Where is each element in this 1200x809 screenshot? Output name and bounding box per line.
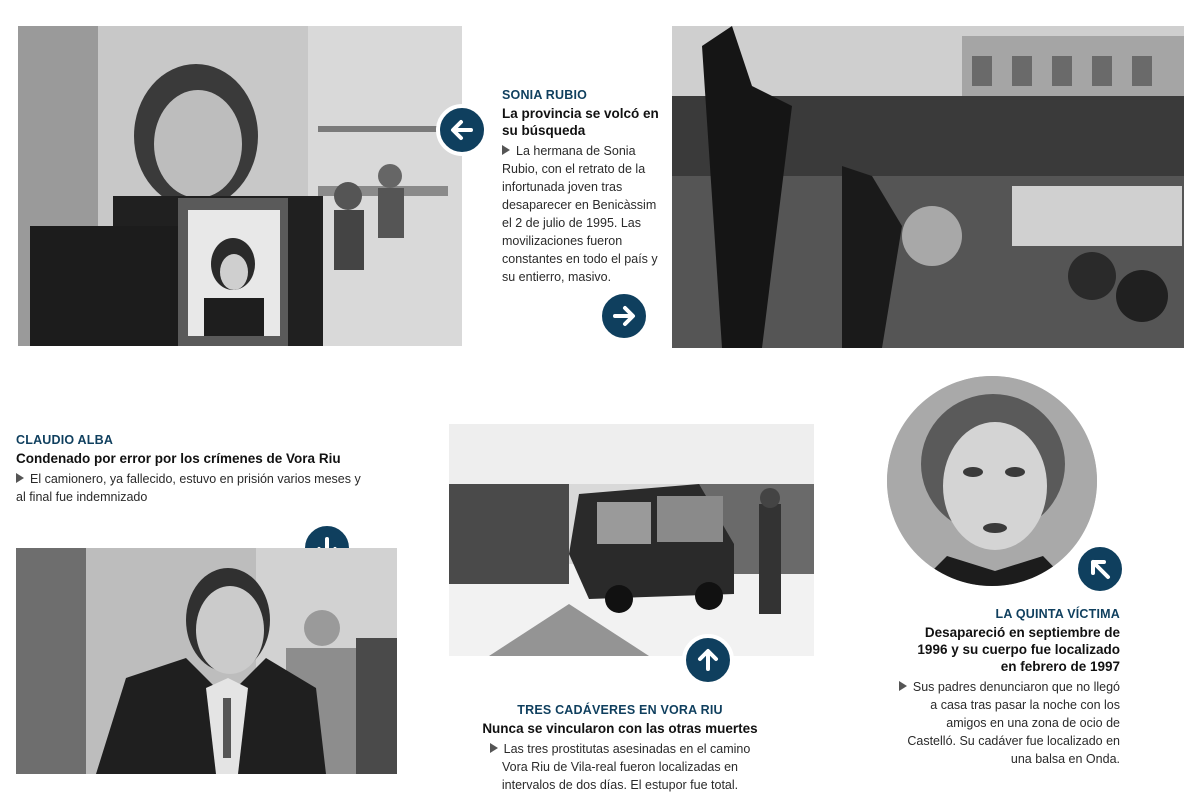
quinta-victima-caption (898, 607, 1120, 768)
bullet-triangle-icon (899, 681, 907, 691)
sonia-kicker: SONIA RUBIO (502, 88, 588, 102)
photo-funeral-crowd (672, 26, 1184, 348)
claudio-headline: Condenado por error por los crímenes de Vora Riu (16, 451, 341, 466)
arrow-left-icon (436, 104, 488, 156)
quinta-body-text (898, 678, 1120, 768)
quinta-kicker: LA QUINTA VÍCTIMA (995, 607, 1120, 621)
photo-claudio-alba (16, 548, 397, 774)
bullet-triangle-icon (502, 145, 510, 155)
quinta-headline: Desapareció en septiembre de 1996 y su cuerpo fue localizado en febrero de 1997 (917, 625, 1120, 674)
vora-riu-body-text (480, 740, 760, 794)
claudio-body-text (16, 470, 361, 506)
arrow-up-icon (682, 634, 734, 686)
photo-sister-with-portrait (18, 26, 462, 346)
sonia-body: La hermana de Sonia Rubio, con el retrato de la infortunada joven tras desaparecer en Benicàssim el 2 de julio de 1995. Las movilizaciones fueron constantes en todo el país y su entierro, masivo. (502, 144, 658, 284)
claudio-kicker: CLAUDIO ALBA (16, 433, 114, 447)
photo-fifth-victim (887, 376, 1097, 586)
vora-riu-body: Las tres prostitutas asesinadas en el camino Vora Riu de Vila-real fueron localizadas en intervalos de dos días. El estupor fue total. (501, 742, 751, 792)
arrow-up-left-icon (1074, 543, 1126, 595)
quinta-body: Sus padres denunciaron que no llegó a casa tras pasar la noche con los amigos en una zona de ocio de Castelló. Su cadáver fue localizado en una balsa en Onda. (907, 680, 1120, 766)
vora-riu-caption (480, 703, 760, 794)
vora-riu-headline: Nunca se vincularon con las otras muertes (482, 721, 758, 736)
arrow-right-icon (598, 290, 650, 342)
claudio-alba-caption (16, 433, 361, 506)
bullet-triangle-icon (490, 743, 498, 753)
claudio-body: El camionero, ya fallecido, estuvo en prisión varios meses y al final fue indemnizado (16, 472, 361, 504)
sonia-headline: La provincia se volcó en su búsqueda (502, 106, 659, 138)
sonia-body-text (502, 142, 662, 286)
vora-riu-kicker: TRES CADÁVERES EN VORA RIU (517, 703, 723, 717)
sonia-rubio-caption (502, 88, 662, 286)
photo-hearse (449, 424, 814, 656)
bullet-triangle-icon (16, 473, 24, 483)
